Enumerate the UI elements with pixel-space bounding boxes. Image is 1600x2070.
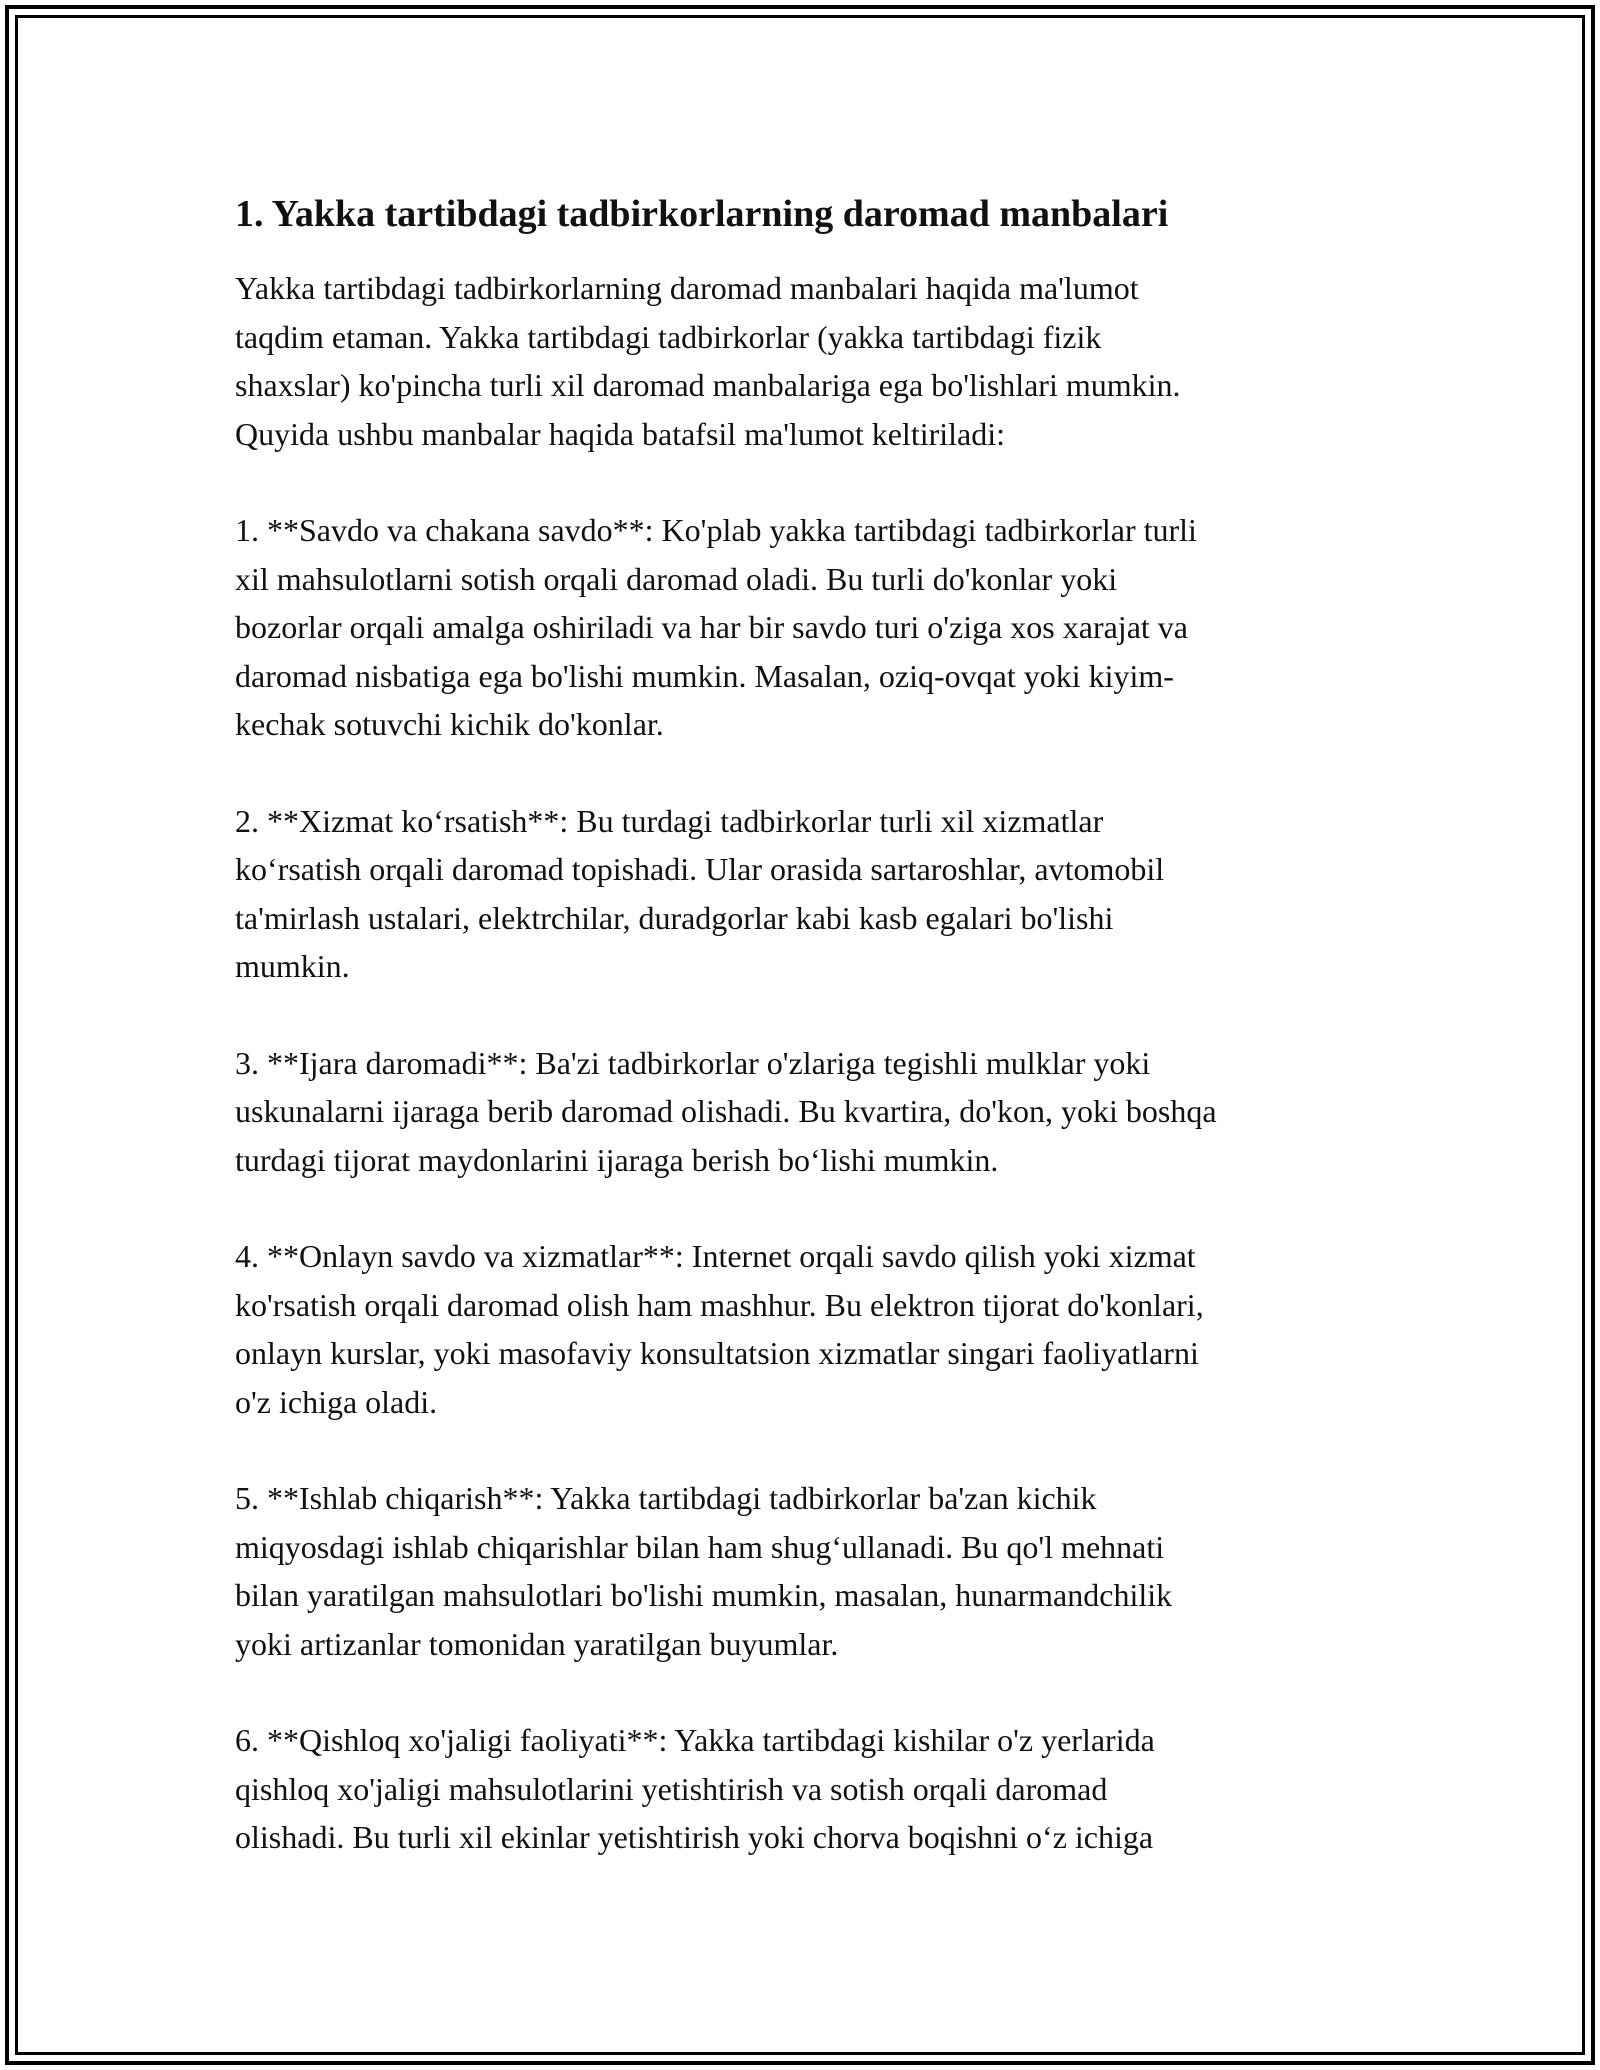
text-line: ko‘rsatish orqali daromad topishadi. Ular orasida sartaroshlar, avtomobil [235,851,1165,887]
list-item-qishloq-xojaligi [235,1716,1365,1862]
text-line: turdagi tijorat maydonlarini ijaraga berish bo‘lishi mumkin. [235,1141,999,1178]
text-line: miqyosdagi ishlab chiqarishlar bilan ham shug‘ullanadi. Bu qo'l mehnati [235,1528,1165,1565]
text-line: olishadi. Bu turli xil ekinlar yetishtirish yoki chorva boqishni o‘z ichiga [235,1819,1154,1855]
text-line: 3. **Ijara daromadi**: Ba'zi tadbirkorlar o'zlariga tegishli mulklar yoki [235,1044,1151,1081]
text-line: 1. **Savdo va chakana savdo**: Ko'plab yakka tartibdagi tadbirkorlar turli [235,512,1197,548]
text-line: 2. **Xizmat ko‘rsatish**: Bu turdagi tadbirkorlar turli xil xizmatlar [235,802,1104,839]
text-line: Quyida ushbu manbalar haqida batafsil ma'lumot keltiriladi: [235,415,1006,452]
text-line: shaxslar) ko'pincha turli xil daromad manbalariga ega bo'lishlari mumkin. [235,367,1181,403]
list-item-onlayn [235,1232,1365,1426]
text-line: kechak sotuvchi kichik do'konlar. [235,706,664,742]
text-line: bozorlar orqali amalga oshiriladi va har bir savdo turi o'ziga xos xarajat va [235,609,1188,645]
text-line: o'z ichiga oladi. [235,1383,438,1420]
text-line: yoki artizanlar tomonidan yaratilgan buyumlar. [235,1625,839,1662]
text-line: 5. **Ishlab chiqarish**: Yakka tartibdagi tadbirkorlar ba'zan kichik [235,1480,1097,1516]
list-item-xizmat [235,797,1365,991]
text-line: ta'mirlash ustalari, elektrchilar, duradgorlar kabi kasb egalari bo'lishi [235,899,1114,936]
text-line: onlayn kurslar, yoki masofaviy konsultatsion xizmatlar singari faoliyatlarni [235,1335,1199,1371]
intro-paragraph [235,264,1365,458]
text-line: qishloq xo'jaligi mahsulotlarini yetishtirish va sotish orqali daromad [235,1770,1108,1807]
list-item-ijara [235,1039,1365,1185]
list-item-savdo [235,506,1365,749]
document-body [235,186,1365,1862]
text-line: 4. **Onlayn savdo va xizmatlar**: Internet orqali savdo qilish yoki xizmat [235,1238,1196,1274]
text-line: 6. **Qishloq xo'jaligi faoliyati**: Yakka tartibdagi kishilar o'z yerlarida [235,1722,1155,1758]
text-line: bilan yaratilgan mahsulotlari bo'lishi mumkin, masalan, hunarmandchilik [235,1577,1173,1613]
text-line: daromad nisbatiga ega bo'lishi mumkin. Masalan, oziq-ovqat yoki kiyim- [235,657,1174,694]
list-item-ishlab-chiqarish [235,1474,1365,1668]
text-line: uskunalarni ijaraga berib daromad olishadi. Bu kvartira, do'kon, yoki boshqa [235,1093,1217,1129]
text-line: mumkin. [235,948,350,984]
text-line: xil mahsulotlarni sotish orqali daromad oladi. Bu turli do'konlar yoki [235,560,1118,597]
text-line: Yakka tartibdagi tadbirkorlarning daromad manbalari haqida ma'lumot [235,270,1139,306]
document-title: 1. Yakka tartibdagi tadbirkorlarning daromad manbalari [235,193,1169,235]
text-line: ko'rsatish orqali daromad olish ham mashhur. Bu elektron tijorat do'konlari, [235,1286,1204,1323]
text-line: taqdim etaman. Yakka tartibdagi tadbirkorlar (yakka tartibdagi fizik [235,318,1102,355]
